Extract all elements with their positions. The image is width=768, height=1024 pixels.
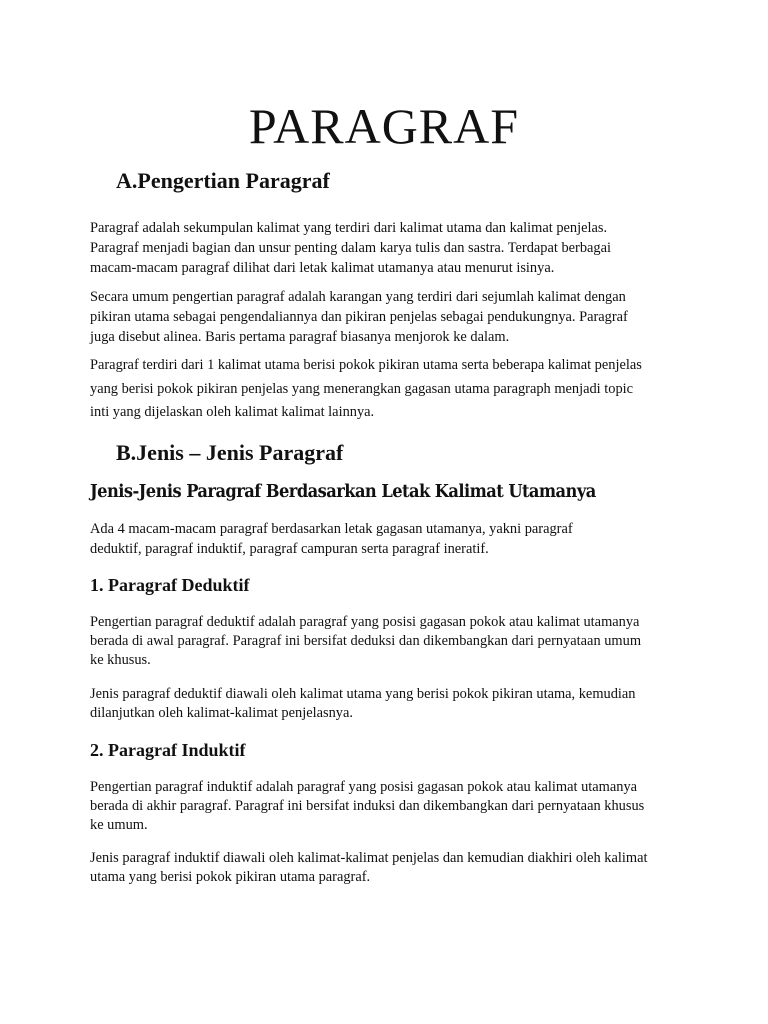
section-b-subheading: Jenis-Jenis Paragraf Berdasarkan Letak Kalimat Utamanya <box>90 482 596 502</box>
document-title: PARAGRAF <box>248 98 520 154</box>
paragraph: Paragraf terdiri dari 1 kalimat utama berisi pokok pikiran utama serta beberapa kalimat penjelas yang berisi pokok pikiran penjelas yang menerangkan gagasan utama paragraph menjadi topic inti yang dijelaskan oleh kalimat kalimat lainnya. <box>90 357 642 420</box>
deduktif-heading: 1. Paragraf Deduktif <box>90 575 250 595</box>
paragraph: Jenis paragraf deduktif diawali oleh kalimat utama yang berisi pokok pikiran utama, kemudian dilanjutkan oleh kalimat-kalimat penjelasnya. <box>90 686 636 721</box>
paragraph: Paragraf adalah sekumpulan kalimat yang terdiri dari kalimat utama dan kalimat penjelas. Paragraf menjadi bagian dan unsur penting dalam karya tulis dan sastra. Terdapat berbagai macam-macam paragraf dilihat dari letak kalimat utamanya atau menurut isinya. <box>90 220 611 276</box>
section-b-heading: B.Jenis – Jenis Paragraf <box>116 440 344 465</box>
paragraph: Jenis paragraf induktif diawali oleh kalimat-kalimat penjelas dan kemudian diakhiri oleh kalimat utama yang berisi pokok pikiran utama paragraf. <box>90 850 648 885</box>
paragraph: Pengertian paragraf deduktif adalah paragraf yang posisi gagasan pokok atau kalimat utamanya berada di awal paragraf. Paragraf ini bersifat deduksi dan dikembangkan dari pernyataan umum ke khusus. <box>90 614 642 668</box>
paragraph: Ada 4 macam-macam paragraf berdasarkan letak gagasan utamanya, yakni paragraf deduktif, paragraf induktif, paragraf campuran serta paragraf ineratif. <box>90 521 573 557</box>
induktif-heading: 2. Paragraf Induktif <box>90 740 246 760</box>
paragraph: Pengertian paragraf induktif adalah paragraf yang posisi gagasan pokok atau kalimat utamanya berada di akhir paragraf. Paragraf ini bersifat induksi dan dikembangkan dari pernyataan khusus ke umum. <box>90 779 645 833</box>
section-a-heading: A.Pengertian Paragraf <box>116 168 330 193</box>
paragraph: Secara umum pengertian paragraf adalah karangan yang terdiri dari sejumlah kalimat dengan pikiran utama sebagai pengendaliannya dan pikiran penjelas sebagai pendukungnya. Paragraf juga disebut alinea. Baris pertama paragraf biasanya menjorok ke dalam. <box>90 289 628 345</box>
